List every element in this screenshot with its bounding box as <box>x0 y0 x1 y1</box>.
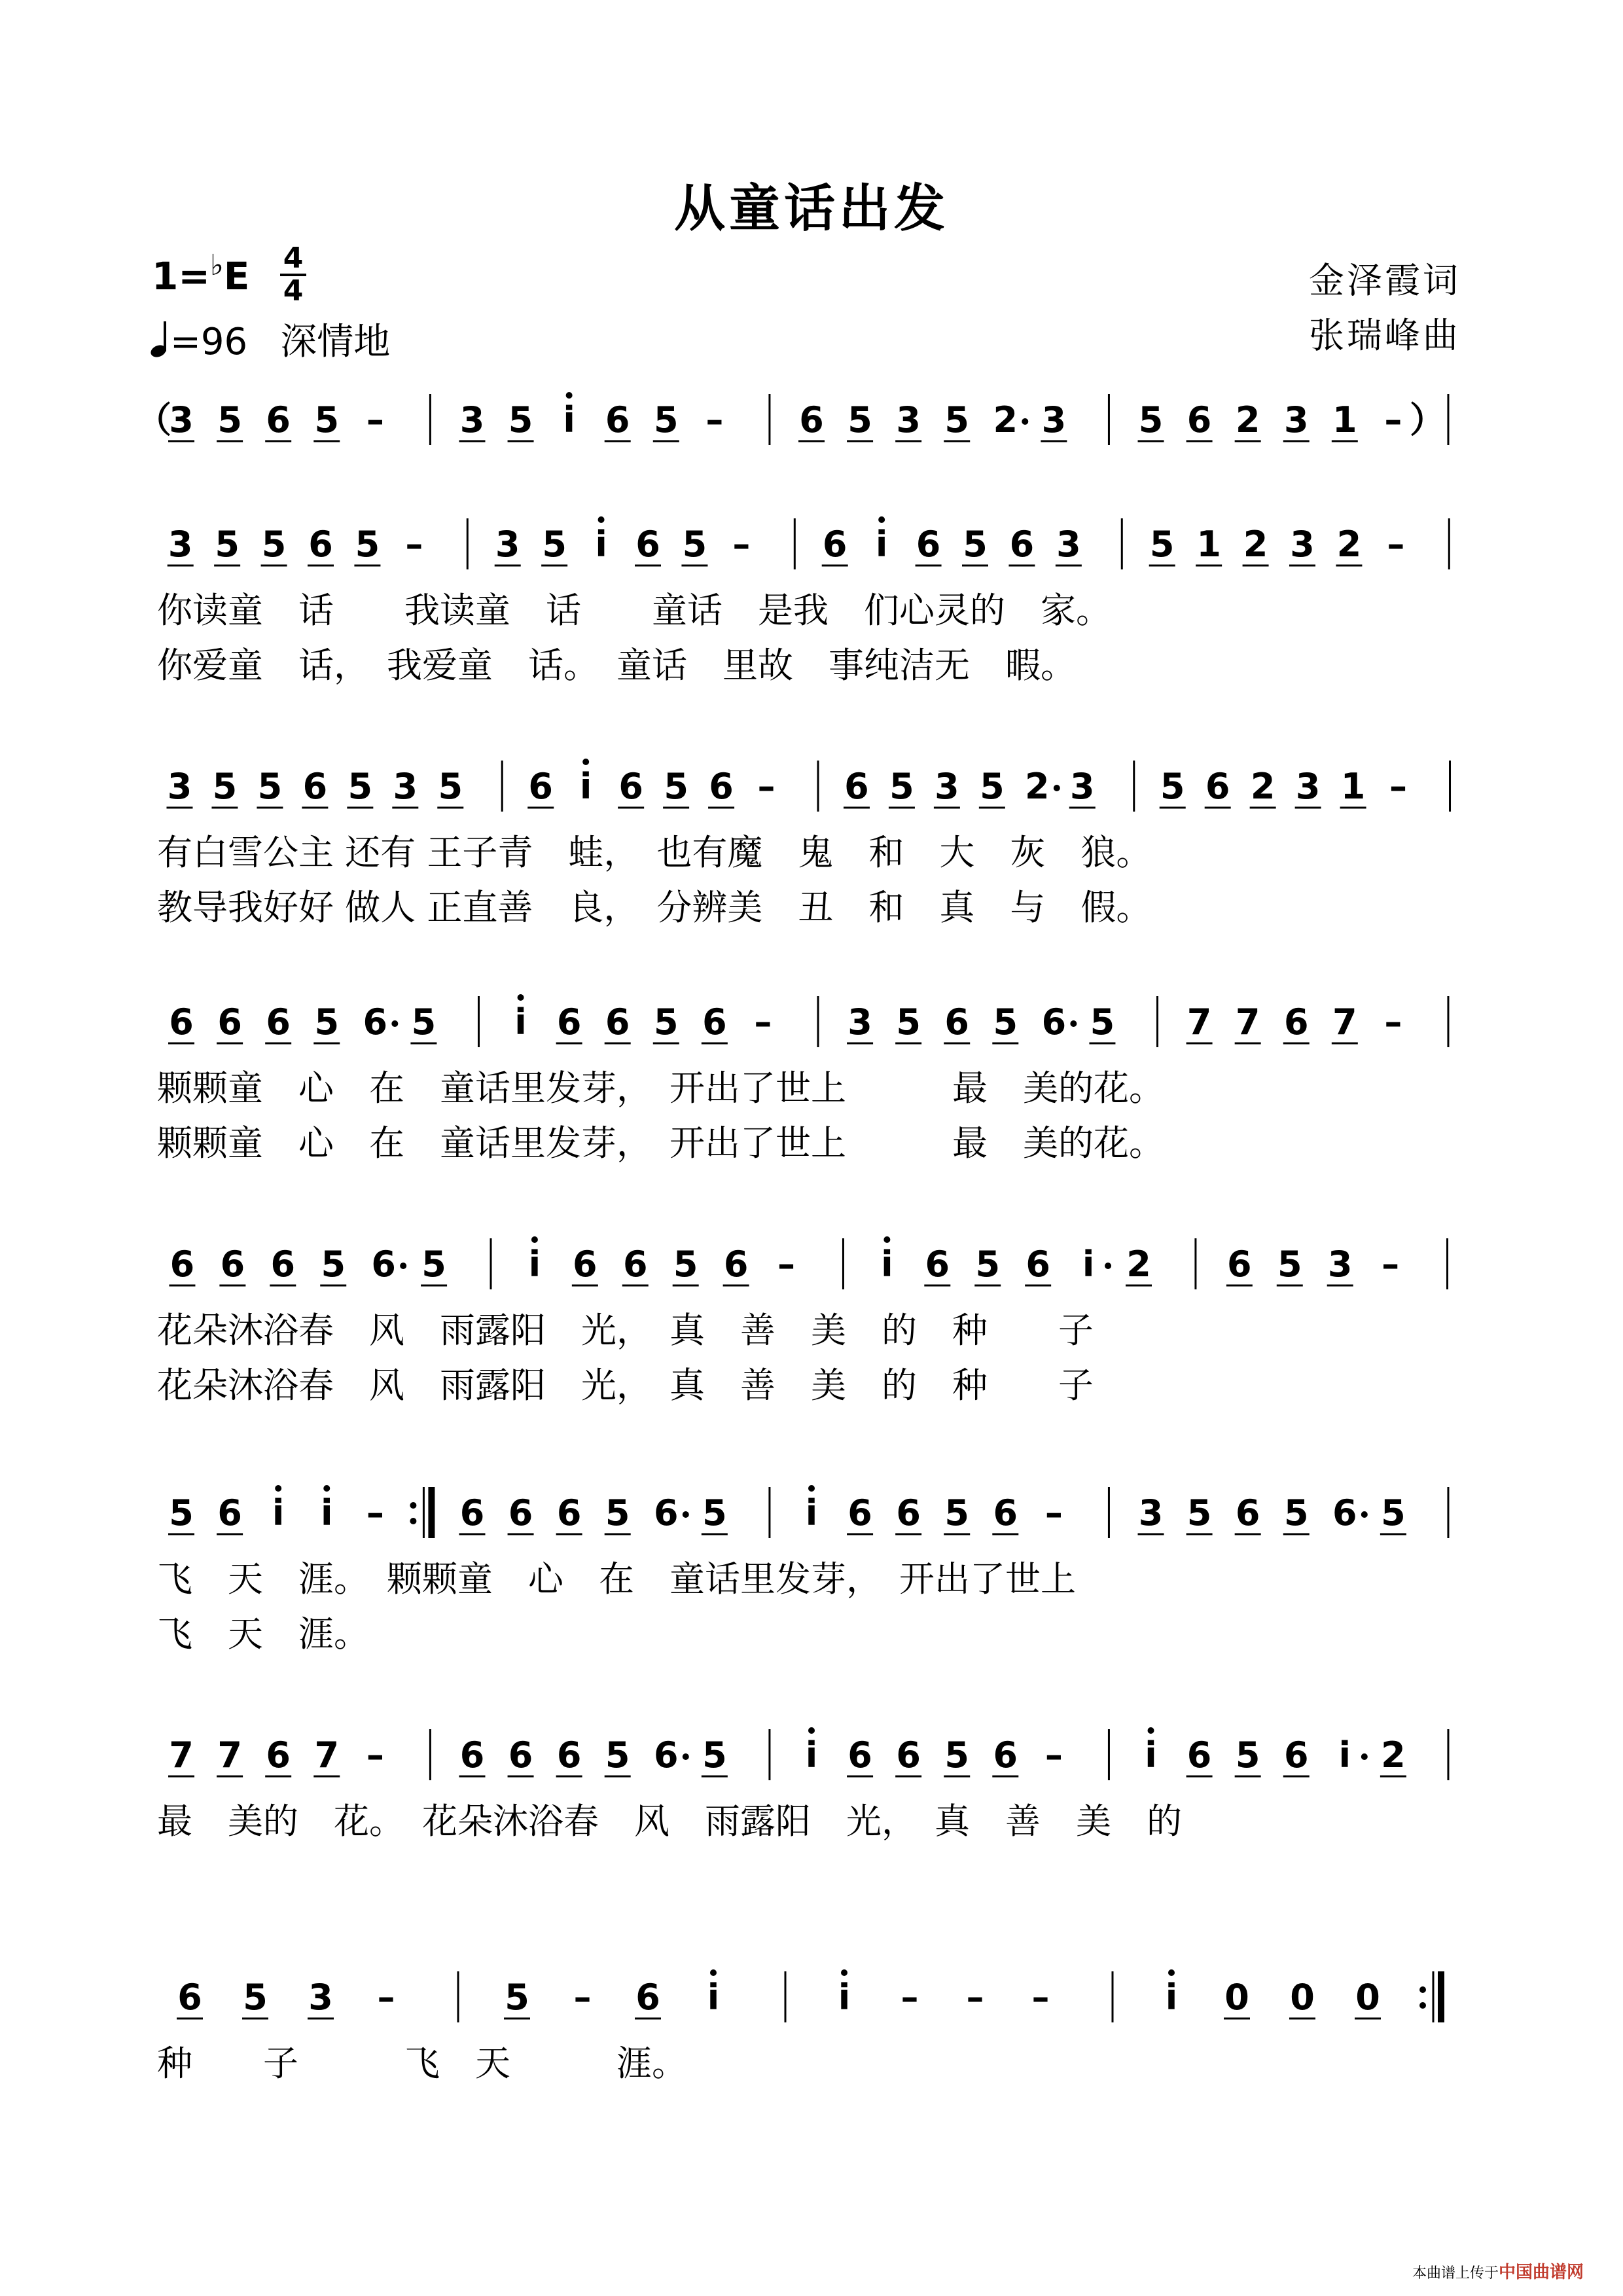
note-digit: 5 <box>1186 1492 1212 1534</box>
note-digit: 5 <box>682 524 707 565</box>
note-digit: 6 <box>653 1734 679 1776</box>
note-digit: 6 <box>528 766 553 807</box>
repeat-dot <box>410 1502 416 1509</box>
high-octave-dot <box>1148 1727 1154 1734</box>
note-digit: 5 <box>896 1001 921 1043</box>
lyric-line: 花朵沐浴春 风 雨露阳 光， 真 善 美 的 种 子 <box>157 1310 1094 1351</box>
note-digit: 6 <box>371 1244 396 1285</box>
note-digit: 5 <box>421 1244 446 1285</box>
note-digit: 6 <box>1283 1734 1309 1776</box>
dash-extension: – <box>1382 1244 1400 1285</box>
dash-extension: – <box>901 1977 919 2018</box>
lyric-line: 种 子 飞 天 涯。 <box>157 2043 687 2084</box>
closing-paren: ） <box>1409 399 1445 440</box>
dash-extension: – <box>405 524 423 565</box>
note-digit: 6 <box>653 1492 679 1534</box>
dash-extension: – <box>366 399 384 440</box>
note-digit: 6 <box>1332 1492 1357 1534</box>
note-digit: 3 <box>1138 1492 1164 1534</box>
note-digit: 3 <box>1056 524 1081 565</box>
note-digit: i <box>595 524 607 565</box>
note-digit: 6 <box>993 1734 1018 1776</box>
dash-extension: – <box>573 1977 592 2018</box>
note-digit: 6 <box>925 1244 950 1285</box>
note-digit: 6 <box>605 399 630 440</box>
opening-paren: （ <box>136 399 172 440</box>
note-digit: 3 <box>308 1977 333 2018</box>
composer-credit: 张瑞峰曲 <box>1309 315 1461 356</box>
note-digit: 3 <box>1283 399 1309 440</box>
note-digit: 3 <box>847 1001 872 1043</box>
repeat-dot <box>1419 1986 1426 1993</box>
note-digit: 6 <box>169 1244 195 1285</box>
note-digit: i <box>321 1492 333 1534</box>
note-digit: 7 <box>1332 1001 1357 1043</box>
note-digit: 6 <box>556 1492 582 1534</box>
notation-line <box>0 1715 1623 1793</box>
key-prefix: 1= <box>152 254 210 298</box>
note-digit: 6 <box>822 524 847 565</box>
notation-line <box>0 746 1623 825</box>
note-digit: 3 <box>495 524 520 565</box>
note-digit: 2 <box>1250 766 1275 807</box>
notation-line <box>0 504 1623 583</box>
note-digit: 5 <box>438 766 463 807</box>
high-octave-dot <box>323 1485 330 1492</box>
note-digit: 3 <box>896 399 921 440</box>
augmentation-dot <box>1361 1511 1368 1518</box>
note-digit: 5 <box>1381 1492 1406 1534</box>
music-system <box>0 746 1623 956</box>
dash-extension: – <box>1044 1492 1063 1534</box>
lyric-line: 最 美的 花。 花朵沐浴春 风 雨露阳 光， 真 善 美 的 <box>157 1801 1182 1842</box>
note-digit: 3 <box>459 399 485 440</box>
lyric-line: 花朵沐浴春 风 雨露阳 光， 真 善 美 的 种 子 <box>157 1365 1094 1406</box>
note-digit: 6 <box>556 1734 582 1776</box>
flat-sign: ♭ <box>209 249 224 282</box>
note-digit: 5 <box>1235 1734 1260 1776</box>
note-digit: 6 <box>508 1734 533 1776</box>
lyric-line: 教导我好好 做人 正直善 良， 分辨美 丑 和 真 与 假。 <box>157 887 1152 928</box>
note-digit: 6 <box>896 1492 921 1534</box>
note-digit: 5 <box>847 399 872 440</box>
note-digit: 3 <box>169 399 194 440</box>
high-octave-dot <box>1168 1969 1175 1976</box>
lyric-line: 飞 天 涯。 <box>157 1613 369 1655</box>
high-octave-dot <box>566 392 573 399</box>
note-digit: 6 <box>508 1492 533 1534</box>
note-digit: 6 <box>993 1492 1018 1534</box>
high-octave-dot <box>878 516 885 523</box>
dash-extension: – <box>777 1244 796 1285</box>
dash-extension: – <box>366 1492 384 1534</box>
note-digit: 5 <box>889 766 914 807</box>
note-digit: i <box>1165 1977 1178 2018</box>
note-digit: 5 <box>963 524 988 565</box>
dash-extension: – <box>757 766 776 807</box>
note-digit: 5 <box>1090 1001 1115 1043</box>
lyric-line: 你爱童 话， 我爱童 话。 童话 里故 事纯洁无 暇。 <box>157 645 1076 686</box>
note-digit: 5 <box>653 1001 679 1043</box>
note-digit: i <box>1338 1734 1351 1776</box>
music-system <box>0 1473 1623 1682</box>
notation-line <box>0 1473 1623 1551</box>
note-digit: 5 <box>314 1001 340 1043</box>
augmentation-dot <box>400 1263 406 1269</box>
note-digit: 5 <box>508 399 533 440</box>
note-digit: 5 <box>944 1734 970 1776</box>
note-digit: 5 <box>702 1734 727 1776</box>
high-octave-dot <box>275 1485 281 1492</box>
note-digit: 3 <box>168 524 193 565</box>
footer-site: 中国曲谱网 <box>1498 2263 1584 2282</box>
high-octave-dot <box>598 516 605 523</box>
note-digit: 6 <box>1186 399 1212 440</box>
note-digit: 5 <box>257 766 283 807</box>
dash-extension: – <box>754 1001 772 1043</box>
notation-line <box>0 380 1623 458</box>
note-digit: 6 <box>177 1977 202 2018</box>
high-octave-dot <box>582 759 589 765</box>
note-digit: 6 <box>1227 1244 1252 1285</box>
lyric-line: 颗颗童 心 在 童话里发芽， 开出了世上 最 美的花。 <box>157 1122 1164 1164</box>
note-digit: 7 <box>217 1734 242 1776</box>
note-digit: 5 <box>348 766 373 807</box>
note-digit: 6 <box>916 524 941 565</box>
note-digit: 6 <box>896 1734 921 1776</box>
note-digit: 3 <box>1290 524 1315 565</box>
note-digit: 5 <box>673 1244 698 1285</box>
dash-extension: – <box>732 524 751 565</box>
note-digit: 2 <box>993 399 1018 440</box>
note-digit: 5 <box>314 399 340 440</box>
note-digit: 5 <box>215 524 240 565</box>
note-digit: 6 <box>266 399 291 440</box>
lyric-line: 颗颗童 心 在 童话里发芽， 开出了世上 最 美的花。 <box>157 1067 1164 1109</box>
key-signature <box>152 249 249 298</box>
note-digit: 5 <box>980 766 1005 807</box>
high-octave-dot <box>531 1236 538 1243</box>
note-digit: 5 <box>944 399 970 440</box>
tempo-value: =96 <box>170 321 248 363</box>
quarter-note-icon <box>151 321 170 358</box>
note-digit: 5 <box>505 1977 529 2018</box>
note-digit: 2 <box>1235 399 1260 440</box>
note-digit: 3 <box>1070 766 1095 807</box>
time-sig-top: 4 <box>283 242 304 275</box>
augmentation-dot <box>1070 1020 1077 1027</box>
note-digit: 5 <box>993 1001 1018 1043</box>
footer-watermark <box>1412 2259 1584 2283</box>
high-octave-dot <box>883 1236 890 1243</box>
note-digit: 5 <box>261 524 287 565</box>
note-digit: 5 <box>243 1977 268 2018</box>
augmentation-dot <box>1022 418 1028 425</box>
note-digit: 1 <box>1196 524 1221 565</box>
note-digit: 6 <box>618 766 643 807</box>
tempo-marking <box>151 313 390 365</box>
note-digit: 6 <box>308 524 333 565</box>
note-digit: 6 <box>709 766 734 807</box>
note-digit: i <box>1145 1734 1157 1776</box>
note-digit: 5 <box>212 766 238 807</box>
note-digit: 5 <box>1138 399 1164 440</box>
note-digit: 1 <box>1332 399 1357 440</box>
note-digit: 2 <box>1381 1734 1406 1776</box>
note-digit: 5 <box>542 524 567 565</box>
key-note: E <box>223 254 250 298</box>
note-digit: 6 <box>1026 1244 1050 1285</box>
note-digit: 6 <box>605 1001 630 1043</box>
note-digit: 6 <box>723 1244 749 1285</box>
augmentation-dot <box>1054 785 1060 791</box>
music-system <box>0 504 1623 713</box>
note-digit: i <box>805 1492 818 1534</box>
dash-extension: – <box>1384 399 1402 440</box>
note-digit: 5 <box>1149 524 1175 565</box>
note-digit: 3 <box>393 766 418 807</box>
high-octave-dot <box>518 994 524 1001</box>
note-digit: 5 <box>1277 1244 1302 1285</box>
notation-line <box>0 1224 1623 1302</box>
music-system <box>0 982 1623 1191</box>
notation-line <box>0 1957 1623 2036</box>
high-octave-dot <box>808 1485 815 1492</box>
note-digit: 7 <box>1186 1001 1212 1043</box>
dash-extension: – <box>1389 766 1408 807</box>
note-digit: 3 <box>935 766 959 807</box>
augmentation-dot <box>1105 1263 1111 1269</box>
lyric-line: 飞 天 涯。 颗颗童 心 在 童话里发芽， 开出了世上 <box>157 1558 1076 1600</box>
dash-extension: – <box>1031 1977 1050 2018</box>
note-digit: 6 <box>1235 1492 1260 1534</box>
note-digit: 6 <box>635 524 660 565</box>
note-digit: i <box>875 524 888 565</box>
note-digit: 5 <box>1283 1492 1309 1534</box>
note-digit: 2 <box>1126 1244 1151 1285</box>
note-digit: 6 <box>1205 766 1230 807</box>
note-digit: 5 <box>653 399 679 440</box>
note-digit: 6 <box>944 1001 970 1043</box>
note-digit: 2 <box>1336 524 1362 565</box>
note-digit: 5 <box>411 1001 437 1043</box>
note-digit: 7 <box>1235 1001 1260 1043</box>
note-digit: 3 <box>167 766 192 807</box>
note-digit: 6 <box>847 1734 872 1776</box>
note-digit: 6 <box>1186 1734 1212 1776</box>
footer-text: 本曲谱上传于 <box>1412 2265 1499 2282</box>
note-digit: i <box>272 1492 285 1534</box>
note-digit: 0 <box>1290 1977 1315 2018</box>
note-digit: 6 <box>573 1244 597 1285</box>
note-digit: 6 <box>266 1734 291 1776</box>
note-digit: 6 <box>1009 524 1035 565</box>
lyric-line: 你读童 话 我读童 话 童话 是我 们心灵的 家。 <box>157 590 1111 631</box>
note-digit: i <box>1082 1244 1095 1285</box>
note-digit: 7 <box>314 1734 340 1776</box>
note-digit: 6 <box>702 1001 727 1043</box>
music-system <box>0 1715 1623 1924</box>
note-digit: 6 <box>217 1001 242 1043</box>
note-digit: 5 <box>605 1492 630 1534</box>
note-digit: 6 <box>1283 1001 1309 1043</box>
note-digit: 0 <box>1355 1977 1380 2018</box>
note-digit: 2 <box>1243 524 1268 565</box>
note-digit: i <box>881 1244 893 1285</box>
time-signature <box>280 243 306 306</box>
note-digit: 3 <box>1327 1244 1353 1285</box>
lyric-line: 有白雪公主 还有 王子青 蛙， 也有魔 鬼 和 大 灰 狼。 <box>157 832 1152 873</box>
note-digit: i <box>707 1977 720 2018</box>
augmentation-dot <box>683 1753 689 1760</box>
note-digit: 5 <box>944 1492 970 1534</box>
dash-extension: – <box>966 1977 984 2018</box>
note-digit: 6 <box>217 1492 242 1534</box>
note-digit: 6 <box>622 1244 648 1285</box>
lyricist-credit: 金泽霞词 <box>1309 260 1461 301</box>
augmentation-dot <box>683 1511 689 1518</box>
dash-extension: – <box>366 1734 384 1776</box>
dash-extension: – <box>1044 1734 1063 1776</box>
note-digit: 5 <box>605 1734 630 1776</box>
music-system <box>0 1224 1623 1433</box>
note-digit: 5 <box>321 1244 346 1285</box>
expression-marking: 深情地 <box>280 321 391 363</box>
augmentation-dot <box>1361 1753 1368 1760</box>
note-digit: 6 <box>635 1977 660 2018</box>
high-octave-dot <box>841 1969 847 1976</box>
note-digit: 3 <box>1295 766 1321 807</box>
note-digit: 6 <box>220 1244 245 1285</box>
note-digit: 6 <box>1041 1001 1067 1043</box>
music-system <box>0 1957 1623 2166</box>
note-digit: 6 <box>363 1001 388 1043</box>
note-digit: 5 <box>664 766 688 807</box>
note-digit: 5 <box>355 524 380 565</box>
note-digit: i <box>805 1734 818 1776</box>
note-digit: i <box>514 1001 527 1043</box>
note-digit: 6 <box>799 399 824 440</box>
augmentation-dot <box>391 1020 398 1027</box>
notation-line <box>0 982 1623 1060</box>
note-digit: 1 <box>1340 766 1366 807</box>
note-digit: 6 <box>459 1492 485 1534</box>
dash-extension: – <box>705 399 724 440</box>
page-title: 从童话出发 <box>673 179 949 238</box>
note-digit: 3 <box>1041 399 1067 440</box>
repeat-dot <box>410 1518 416 1524</box>
note-digit: 6 <box>302 766 328 807</box>
note-digit: 5 <box>702 1492 727 1534</box>
note-digit: 6 <box>556 1001 582 1043</box>
note-digit: 0 <box>1224 1977 1249 2018</box>
note-digit: 6 <box>169 1001 194 1043</box>
note-digit: 5 <box>169 1492 194 1534</box>
note-digit: 5 <box>975 1244 1001 1285</box>
time-sig-bottom: 4 <box>283 274 304 308</box>
note-digit: 6 <box>847 1492 872 1534</box>
dash-extension: – <box>1387 524 1405 565</box>
note-digit: 5 <box>217 399 242 440</box>
note-digit: 7 <box>169 1734 194 1776</box>
high-octave-dot <box>710 1969 717 1976</box>
note-digit: i <box>579 766 592 807</box>
note-digit: 6 <box>459 1734 485 1776</box>
note-digit: i <box>563 399 575 440</box>
note-digit: i <box>838 1977 851 2018</box>
repeat-dot <box>1419 2002 1426 2009</box>
note-digit: 6 <box>270 1244 296 1285</box>
dash-extension: – <box>1384 1001 1402 1043</box>
note-digit: 2 <box>1025 766 1050 807</box>
dash-extension: – <box>377 1977 395 2018</box>
note-digit: 5 <box>1160 766 1185 807</box>
note-digit: i <box>528 1244 541 1285</box>
note-digit: 6 <box>266 1001 291 1043</box>
high-octave-dot <box>808 1727 815 1734</box>
note-digit: 6 <box>844 766 869 807</box>
